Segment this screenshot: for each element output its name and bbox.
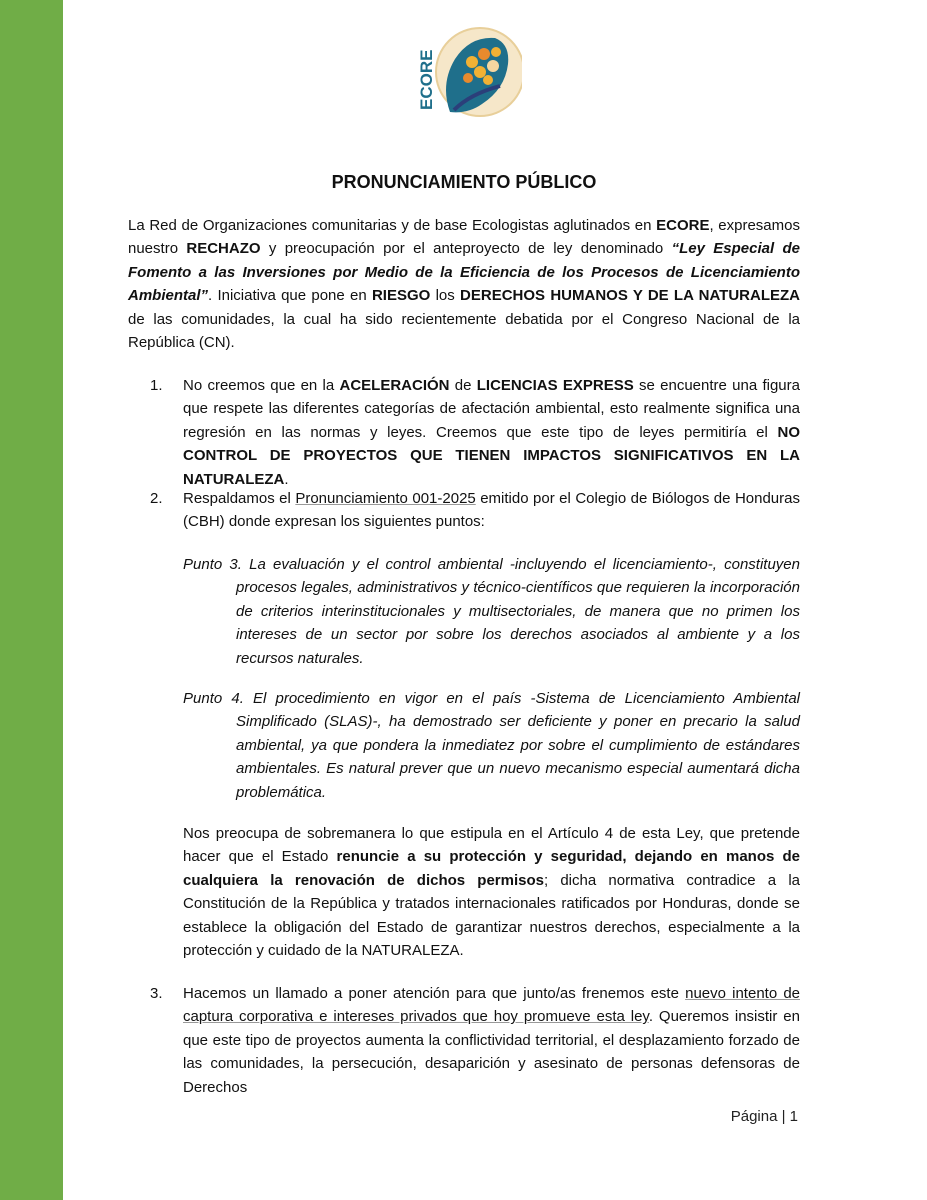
concern-paragraph: Nos preocupa de sobremanera lo que estipula en el Artículo 4 de esta Ley, que pretende hacer que el Estado renuncie a su protección y seguridad, dejando en manos de cualquiera la renovación de dichos permisos; dicha normativa contradice a la Constitución de la República y tratados internacionales ratificados por Honduras, donde se establece la obligación del Estado de garantizar nuestros derechos, especialmente a la protección y cuidado de la NATURALEZA. bbox=[183, 825, 800, 960]
ecore-logo bbox=[410, 24, 522, 124]
page-title: PRONUNCIAMIENTO PÚBLICO bbox=[331, 172, 597, 192]
green-side-bar bbox=[0, 0, 63, 1200]
list-item-2: 2. Respaldamos el Pronunciamiento 001-2025 emitido por el Colegio de Biólogos de Honduras (CBH) donde expresan los siguientes puntos: bbox=[183, 487, 800, 534]
list-number: 2. bbox=[150, 490, 163, 507]
page-number-footer: Página | 1 bbox=[730, 1108, 798, 1125]
punto-4-quote: Punto 4. El procedimiento en vigor en el país -Sistema de Licenciamiento Ambiental Simplificado (SLAS)-, ha demostrado ser deficiente y poner en precario la salud ambiental, ya que pondera la inmediatez por sobre el cumplimiento de estándares ambientales. Es natural prever que un nuevo mecanismo especial aumentará dicha problemática. bbox=[183, 690, 800, 801]
punto-3-quote: Punto 3. La evaluación y el control ambiental -incluyendo el licenciamiento-, constituyen procesos legales, administrativos y técnico-científicos que requieren la incorporación de criterios interinstitucionales y multisectoriales, de manera que no primen los intereses de un sector por sobre los derechos asociados al ambiente y a los recursos naturales. bbox=[183, 556, 800, 667]
pronunciamiento-link[interactable]: Pronunciamiento 001-2025 bbox=[295, 490, 476, 507]
list-number: 3. bbox=[150, 985, 163, 1002]
logo-wordmark: ECORE bbox=[417, 49, 436, 110]
intro-paragraph: La Red de Organizaciones comunitarias y de base Ecologistas aglutinados en ECORE, expresamos nuestro RECHAZO y preocupación por el anteproyecto de ley denominado “Ley Especial de Fomento a las Inversiones por Medio de la Eficiencia de los Procesos de Licenciamiento Ambiental”. Iniciativa que pone en RIESGO los DERECHOS HUMANOS Y DE LA NATURALEZA de las comunidades, la cual ha sido recientemente debatida por el Congreso Nacional de la República (CN). bbox=[128, 217, 801, 352]
captura-corporativa-link[interactable]: nuevo intento de captura corporativa e intereses privados que hoy promueve esta ley bbox=[183, 985, 800, 1026]
list-item-3: 3. Hacemos un llamado a poner atención para que junto/as frenemos este nuevo intento de captura corporativa e intereses privados que hoy promueve esta ley. Queremos insistir en que este tipo de proyectos aumenta la conflictividad territorial, el desplazamiento forzado de las comunidades, la persecución, desaparición y asesinato de personas defensoras de Derechos bbox=[183, 982, 800, 1099]
list-number: 1. bbox=[150, 377, 163, 394]
list-item-1: 1. No creemos que en la ACELERACIÓN de LICENCIAS EXPRESS se encuentre una figura que respete las diferentes categorías de afectación ambiental, esto realmente significa una regresión en las normas y leyes. Creemos que este tipo de leyes permitiría el NO CONTROL DE PROYECTOS QUE TIENEN IMPACTOS SIGNIFICATIVOS EN LA NATURALEZA. bbox=[183, 374, 800, 491]
